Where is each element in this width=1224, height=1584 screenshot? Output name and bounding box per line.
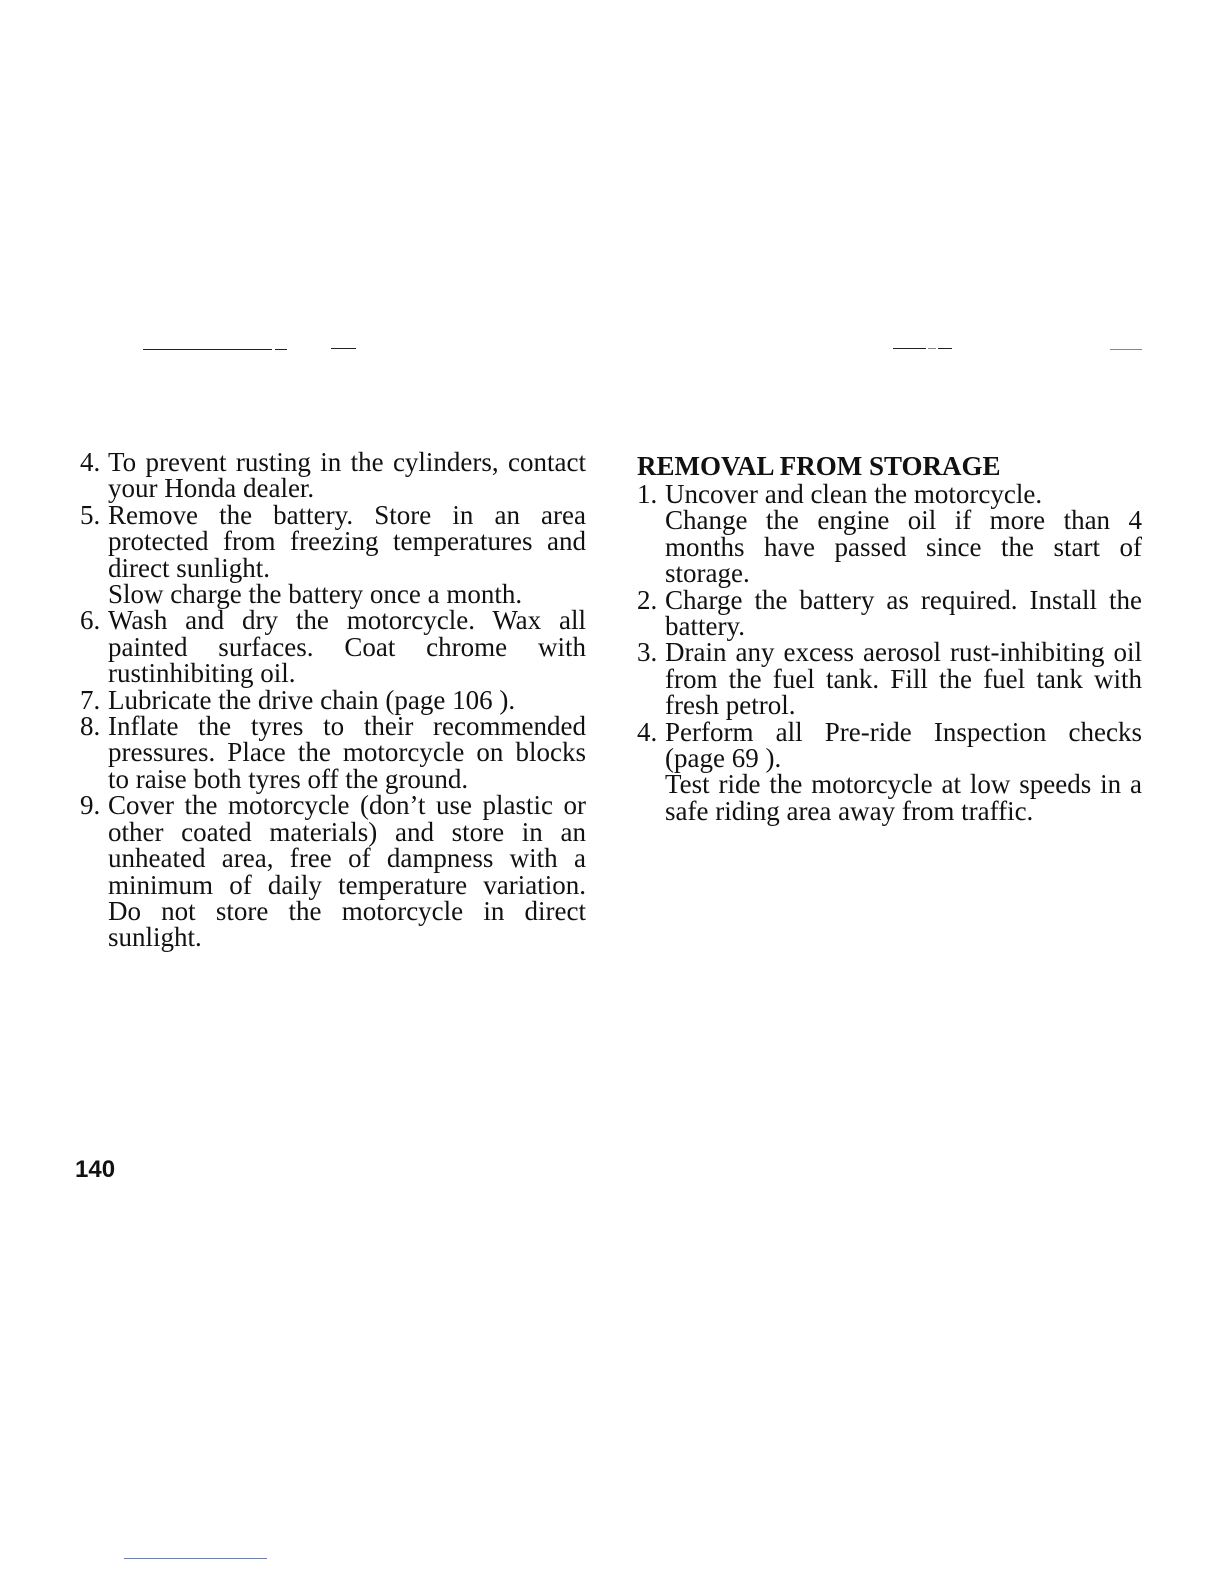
item-text: To prevent rusting in the cylinders, contact your Honda dealer.	[108, 447, 586, 504]
item-text: Drain any excess aerosol rust-inhibiting oil from the fuel tank. Fill the fuel tank with fresh petrol.	[665, 637, 1142, 721]
page-number: 140	[75, 1156, 116, 1183]
list-item	[80, 449, 586, 502]
header-rule-5	[928, 348, 936, 349]
item-text: Cover the motorcycle (don’t use plastic or other coated materials) and store in an unheated area, free of dampness with a minimum of daily temperature variation. Do not store the motorcycle in direct sunlight.	[108, 790, 586, 953]
section-heading: REMOVAL FROM STORAGE	[637, 451, 1001, 481]
item-number: 4.	[80, 447, 101, 477]
header-rule-6	[938, 348, 952, 349]
header-rule-4	[893, 348, 926, 349]
list-item	[637, 481, 1142, 587]
item-number: 9.	[80, 790, 101, 821]
item-number: 4.	[637, 716, 658, 747]
item-text: Charge the battery as required. Install the battery.	[665, 584, 1142, 642]
item-text: Inflate the tyres to their recommended pressures. Place the motorcycle on blocks to raise both tyres off the ground.	[108, 711, 586, 794]
list-item	[637, 637, 1142, 721]
list-item	[80, 605, 586, 689]
right-column	[637, 449, 1142, 824]
item-text: Slow charge the battery once a month.	[108, 579, 523, 610]
item-text: Change the engine oil if more than 4 months have passed since the start of storage.	[665, 505, 1142, 589]
item-number: 2.	[637, 584, 658, 615]
list-item	[80, 499, 586, 610]
header-rule-3	[331, 348, 356, 349]
item-number: 8.	[80, 711, 101, 742]
left-column	[80, 449, 586, 951]
item-text: Remove the battery. Store in an area protected from freezing temperatures and direct sunlight.	[108, 499, 586, 583]
list-item	[80, 790, 586, 953]
item-text: Perform all Pre-ride Inspection checks (page 69 ).	[665, 716, 1142, 774]
item-number: 3.	[637, 637, 658, 668]
bottom-rule	[124, 1558, 267, 1559]
item-number: 7.	[80, 684, 101, 715]
item-number: 1.	[637, 479, 658, 509]
item-number: 6.	[80, 605, 101, 636]
item-number: 5.	[80, 499, 101, 530]
item-text: Test ride the motorcycle at low speeds in a safe riding area away from traffic.	[665, 769, 1142, 826]
header-rule-2	[275, 349, 287, 350]
header-rule-1	[143, 349, 272, 350]
list-item	[637, 584, 1142, 642]
item-text: Uncover and clean the motorcycle.	[665, 479, 1043, 509]
header-rule-7	[1110, 349, 1142, 350]
item-text: Wash and dry the motorcycle. Wax all painted surfaces. Coat chrome with rustinhibiting oil.	[108, 605, 586, 689]
list-item	[637, 716, 1142, 826]
list-item	[80, 713, 586, 792]
list-item	[80, 684, 586, 715]
item-text: Lubricate the drive chain (page 106 ).	[108, 684, 516, 715]
